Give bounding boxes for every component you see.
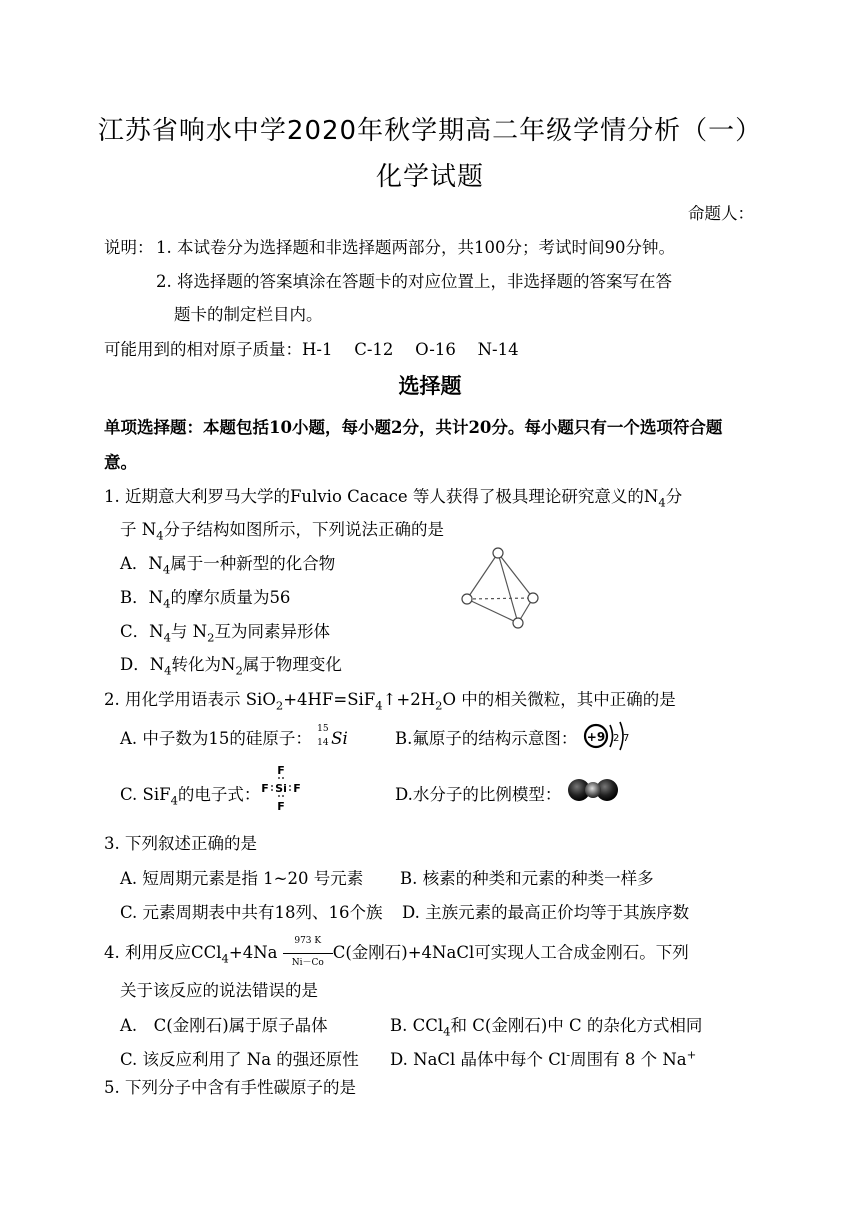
q1-stem-line1: 1. 近期意大利罗马大学的Fulvio Cacace 等人获得了极具理论研究意义的$N_4$分	[104, 487, 683, 510]
svg-text:F: F	[277, 764, 285, 777]
q1-option-d: D．$N_4$转化为$N_2$属于物理变化	[120, 655, 342, 678]
q2-option-a: A. 中子数为15的硅原子： 15 14 Si	[120, 723, 348, 748]
fluorine-shell2-count: 7	[623, 733, 630, 744]
fluorine-nucleus-charge: +9	[586, 730, 606, 744]
water-space-filling-model	[563, 776, 623, 804]
instruction-item-2-cont: 题卡的制定栏目内。	[174, 305, 323, 324]
n-atom-bottom	[513, 618, 523, 628]
q3-option-b: B. 核素的种类和元素的种类一样多	[400, 869, 654, 888]
q2-stem: 2. 用化学用语表示 $SiO_2+4HF=SiF_4↑+2H_2O$ 中的相关微粒，其中正确的是	[104, 690, 676, 713]
q3-option-a: A. 短周期元素是指 1~20 号元素	[120, 869, 364, 888]
q2-a-nuclide: 15 14	[317, 723, 329, 748]
q4-stem-line2: 关于该反应的说法错误的是	[120, 981, 318, 1000]
q4-option-d: D. NaCl 晶体中每个 Cl-周围有 8 个 Na+	[390, 1047, 697, 1069]
q2-option-b: B.氟原子的结构示意图：	[395, 729, 578, 748]
q4-option-c: C. 该反应利用了 Na 的强还原性	[120, 1050, 359, 1069]
q2-option-c: C. SiF$_4$的电子式：	[120, 785, 261, 808]
atomic-mass-line	[104, 336, 519, 360]
q4-stem-line1: 4. 利用反应CCl$_4$+4Na $\frac{973 K}{Ni-Co}$ C(金刚石)+4NaCl可实现人工合成金刚石。下列	[104, 935, 689, 968]
exam-title-line2: 化学试题	[375, 162, 484, 192]
q2-option-d: D.水分子的比例模型：	[395, 785, 562, 804]
q3-stem: 3. 下列叙述正确的是	[104, 834, 257, 853]
q4-option-b: B. CCl$_4$和 C(金刚石)中 C 的杂化方式相同	[390, 1016, 703, 1039]
sif4-electron-formula	[256, 763, 306, 813]
svg-text:F: F	[261, 782, 269, 795]
n-atom-right	[528, 593, 538, 603]
q3-option-d: D. 主族元素的最高正价均等于其族序数	[402, 903, 690, 922]
q1-option-a: A．$N_4$属于一种新型的化合物	[120, 554, 336, 577]
q5-stem: 5. 下列分子中含有手性碳原子的是	[104, 1078, 356, 1097]
section-desc-line2: 意。	[104, 453, 137, 472]
q1-option-c: C．$N_4$与 $N_2$互为同素异形体	[120, 622, 330, 645]
n-atom-left	[462, 594, 472, 604]
svg-text:F: F	[293, 782, 301, 795]
fluorine-structure-diagram	[582, 719, 632, 753]
atomic-mass-text: 可能用到的相对原子质量：H-1 C-12 O-16 N-14	[104, 340, 519, 359]
reaction-condition-arrow: $\frac{973 K}{Ni-Co}$	[283, 942, 333, 966]
instructions-label: 说明：	[104, 238, 154, 257]
section-title: 选择题	[398, 374, 462, 398]
section-desc-line1: 单项选择题：本题包括10小题，每小题2分，共计20分。每小题只有一个选项符合题	[104, 418, 723, 437]
svg-text:F: F	[277, 800, 285, 813]
svg-text:Si: Si	[275, 782, 287, 795]
q3-option-c: C. 元素周期表中共有18列、16个族	[120, 903, 383, 922]
n-atom-top	[493, 548, 503, 558]
q4-option-a: A. C(金刚石)属于原子晶体	[120, 1016, 328, 1035]
n4-tetrahedron-diagram	[455, 540, 555, 640]
instruction-item-2: 2. 将选择题的答案填涂在答题卡的对应位置上，非选择题的答案写在答	[156, 272, 672, 291]
q1-stem-line2: 子 $N_4$分子结构如图所示，下列说法正确的是	[120, 520, 445, 543]
instruction-item-1: 1. 本试卷分为选择题和非选择题两部分，共100分；考试时间90分钟。	[156, 238, 675, 257]
fluorine-shell1-count: 2	[613, 733, 620, 744]
author-label: 命题人：	[688, 204, 754, 223]
q1-option-b: B．$N_4$的摩尔质量为56	[120, 588, 291, 611]
exam-title-line1: 江苏省响水中学2020年秋学期高二年级学情分析（一）	[97, 116, 763, 146]
